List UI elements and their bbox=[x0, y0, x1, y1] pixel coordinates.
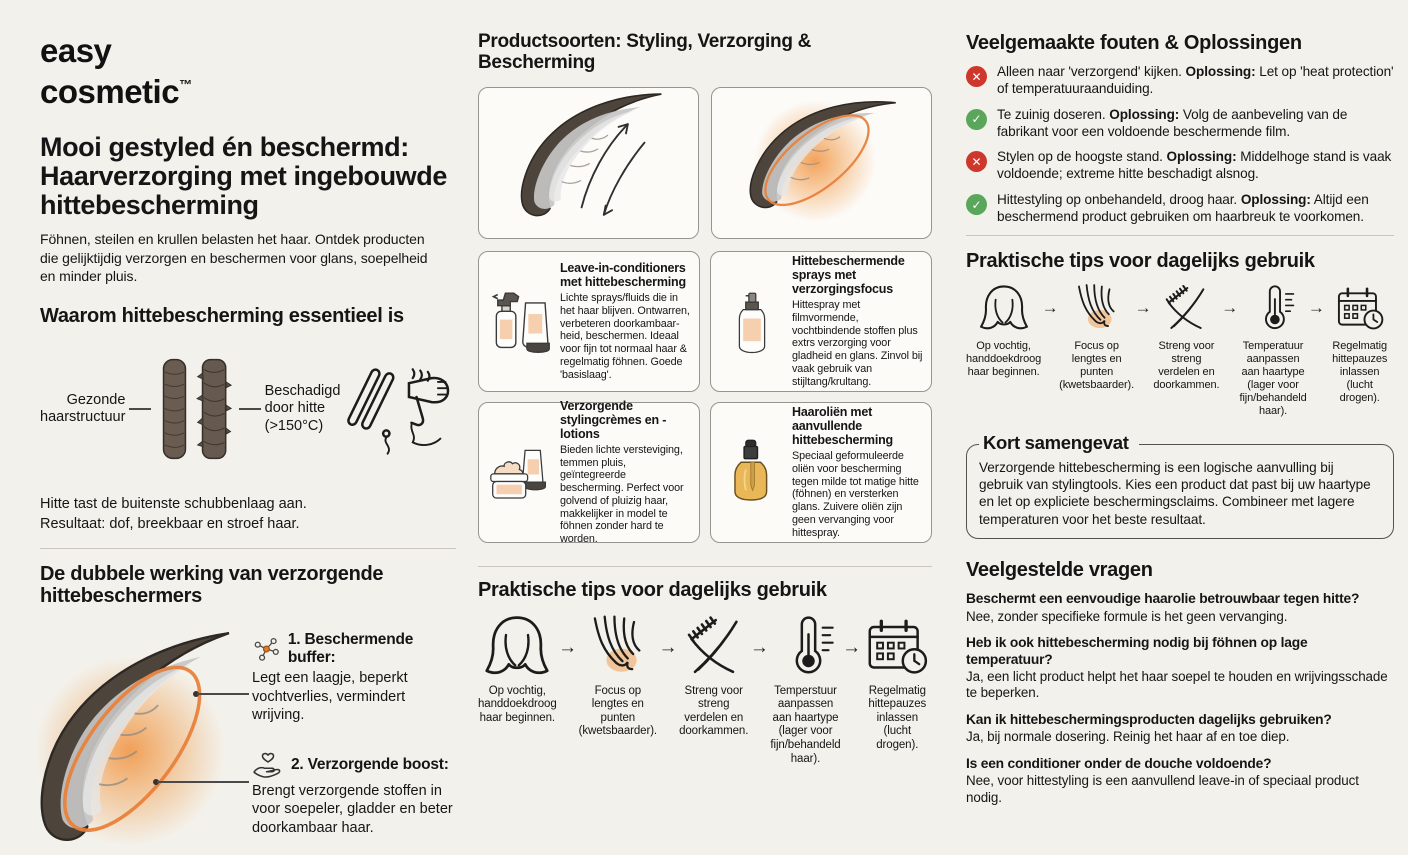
brand-line2: cosmetic bbox=[40, 73, 180, 110]
section-divider bbox=[966, 235, 1394, 236]
styling-illustration-box bbox=[478, 87, 699, 239]
page-title: Mooi gestyled én beschermd: Haarverzorging met ingebouwde hittebescherming bbox=[40, 132, 447, 221]
connector-line bbox=[129, 408, 151, 410]
tip-lengths-ends: Focus op lengtes en punten (kwetsbaarder). bbox=[1059, 282, 1134, 392]
woman-hair-icon bbox=[478, 613, 557, 679]
arrow-right-icon bbox=[557, 637, 579, 659]
boost-title: 2. Verzorgende boost: bbox=[291, 756, 449, 774]
intro-text: Föhnen, steilen en krullen belasten het haar. Ontdek producten die gelijktijdig verzorgen en beschermen voor glans, soepelheid en minder pluis. bbox=[40, 231, 428, 284]
glowing-hair-strand-illustration bbox=[26, 619, 262, 855]
hair-strands-glow-icon bbox=[1059, 282, 1134, 334]
faq-list bbox=[966, 591, 1394, 806]
product-card-styling-cream bbox=[478, 398, 700, 545]
buffer-title: 1. Beschermende buffer: bbox=[287, 631, 414, 667]
dropper-bottle-icon bbox=[719, 434, 785, 510]
product-title: Leave-in-conditioners met hittebescherming bbox=[560, 261, 686, 290]
product-card-leave-in bbox=[478, 251, 700, 392]
faq-heading: Veelgestelde vragen bbox=[966, 559, 1153, 582]
tip-temperature: Temperstuur aanpassen aan haartype (lager voor fijn/behandeld haar). bbox=[770, 613, 840, 766]
summary-heading: Kort samengevat bbox=[979, 432, 1139, 454]
dual-action-heading: De dubbele werking van verzorgende hittebeschermers bbox=[40, 563, 384, 608]
hand-heart-icon bbox=[252, 751, 284, 780]
tip-damp-hair: Op vochtig, handdoekdroog haar beginnen. bbox=[478, 613, 557, 726]
tip-lengths-ends: Focus op lengtes en punten (kwetsbaarder). bbox=[579, 613, 657, 739]
tip-temperature: Temperatuur aanpassen aan haartype (lager voor fijn/behandeld haar). bbox=[1239, 282, 1308, 418]
arrow-right-icon bbox=[1134, 298, 1152, 318]
trademark-symbol: ™ bbox=[179, 77, 193, 92]
thermometer-icon bbox=[770, 613, 840, 679]
boost-item bbox=[252, 751, 458, 838]
protected-strand-illustration bbox=[732, 89, 912, 237]
hair-structure-diagram bbox=[40, 335, 456, 483]
mistakes-heading: Veelgemaakte fouten & Oplossingen bbox=[966, 32, 1302, 54]
tips-heading-middle: Praktische tips voor dagelijks gebruik bbox=[478, 578, 827, 601]
hair-strands-glow-icon bbox=[579, 613, 657, 679]
summary-body: Verzorgende hittebescherming is een logische aanvulling bij gebruik van stylingtools. Kies een product dat past bij uw haartype en let op expliciete beschermingsclaims. Combineer met lagere temperaturen voor het beste resultaat. bbox=[979, 459, 1371, 527]
faq-item: Beschermt een eenvoudige haarolie betrouwbaar tegen hitte? Nee, zonder specifieke formule is het geen vervanging. bbox=[966, 591, 1360, 624]
product-title: Hittebeschermende sprays met verzorgingsfocus bbox=[792, 254, 905, 297]
buffer-item bbox=[252, 631, 458, 725]
product-card-hair-oil bbox=[710, 402, 932, 543]
summary-box bbox=[966, 431, 1394, 540]
hair-bars-illustration bbox=[155, 335, 234, 483]
tips-row-right bbox=[966, 282, 1394, 418]
tip-heat-breaks: Regelmatig hittepauzes inlassen (lucht drogen). bbox=[863, 613, 932, 753]
product-body: Lichte sprays/fluids die in het haar blijven. Ontwarren, verbeteren doorkambaarheid, beschermen. Ideaal voor fijn tot normaal haar & regelmatig föhnen. Goede 'basislaag'. bbox=[560, 292, 690, 381]
molecule-network-icon bbox=[252, 634, 281, 664]
product-body: Hittespray met filmvormende, vochtbindende stoffen plus extrs verzorging voor gladheid en glans. Zinvol bij vaak gebruik van stijltang/krultang. bbox=[792, 299, 923, 388]
mistake-item: ✓ Hittestyling op onbehandeld, droog haar. Oplossing: Altijd een beschermend product gebruiken om haarbreuk te voorkomen. bbox=[966, 192, 1394, 226]
flat-iron-hairdryer-icon bbox=[346, 348, 456, 470]
product-title: Haaroliën met aanvullende hittebescherming bbox=[792, 405, 893, 448]
dual-action-diagram bbox=[40, 615, 456, 853]
heat-result-text: Hitte tast de buitenste schubbenlaag aan. Resultaat: dof, breekbaar en stroef haar. bbox=[40, 496, 307, 532]
left-column bbox=[40, 0, 456, 853]
pump-spray-bottle-icon bbox=[719, 283, 785, 359]
woman-hair-icon bbox=[966, 282, 1041, 334]
check-icon bbox=[966, 109, 987, 130]
comb-brush-icon bbox=[679, 613, 748, 679]
arrow-right-icon bbox=[1041, 298, 1059, 318]
thermometer-icon bbox=[1239, 282, 1308, 334]
callout-line bbox=[197, 693, 249, 695]
mistakes-list bbox=[966, 64, 1394, 226]
mistake-item: ✓ Te zuinig doseren. Oplossing: Volg de aanbeveling van de fabrikant voor een voldoende beschermende film. bbox=[966, 107, 1394, 141]
damaged-hair-label: Beschadigd door hitte (>150°C) bbox=[264, 382, 341, 434]
product-title: Verzorgende stylingcrèmes en -lotions bbox=[560, 398, 667, 441]
brand-line1: easy bbox=[40, 32, 112, 69]
section-divider bbox=[40, 548, 456, 549]
buffer-body: Legt een laagje, beperkt vochtverlies, vermindert wrijving. bbox=[252, 670, 408, 724]
product-body: Speciaal geformuleerde oliën voor bescherming tegen milde tot matige hitte (föhnen) en versterken glans. Zuivere oliën zijn geen vervanging voor hittespray. bbox=[792, 450, 919, 539]
arrow-right-icon bbox=[657, 637, 679, 659]
calendar-clock-icon bbox=[1325, 282, 1394, 334]
faq-item: Is een conditioner onder de douche voldoende? Nee, voor hittestyling is een aanvullend leave-in of speciaal product nodig. bbox=[966, 755, 1359, 805]
hair-strand-arrows-illustration bbox=[489, 89, 689, 237]
arrow-right-icon bbox=[1221, 298, 1239, 318]
section-divider bbox=[478, 566, 932, 567]
error-icon bbox=[966, 151, 987, 172]
mistake-item: ✕ Alleen naar 'verzorgend' kijken. Oplossing: Let op 'heat protection' of temperatuuraanduiding. bbox=[966, 64, 1394, 98]
arrow-right-icon bbox=[1307, 298, 1325, 318]
tips-heading-right: Praktische tips voor dagelijks gebruik bbox=[966, 249, 1315, 272]
why-heading: Waarom hittebescherming essentieel is bbox=[40, 305, 404, 328]
tip-damp-hair: Op vochtig, handdoekdroog haar beginnen. bbox=[966, 282, 1041, 379]
spray-bottle-and-tube-icon bbox=[487, 281, 553, 361]
check-icon bbox=[966, 194, 987, 215]
brand-logo bbox=[40, 34, 456, 109]
products-heading: Productsoorten: Styling, Verzorging & Bescherming bbox=[478, 31, 812, 73]
callout-line bbox=[157, 781, 249, 783]
error-icon bbox=[966, 66, 987, 87]
protection-illustration-box bbox=[711, 87, 932, 239]
tips-row-middle bbox=[478, 613, 932, 766]
product-card-heat-spray bbox=[710, 251, 932, 392]
tip-section-comb: Streng voor streng verdelen en doorkammen. bbox=[679, 613, 748, 739]
faq-item: Kan ik hittebeschermingsproducten dagelijks gebruiken? Ja, bij normale dosering. Reinig het haar af en toe diep. bbox=[966, 711, 1332, 745]
healthy-hair-label: Gezonde haarstructuur bbox=[40, 391, 126, 426]
tip-heat-breaks: Regelmatig hittepauzes inlassen (lucht drogen). bbox=[1325, 282, 1394, 405]
connector-line bbox=[239, 408, 261, 410]
arrow-right-icon bbox=[841, 637, 863, 659]
middle-column bbox=[478, 0, 932, 766]
calendar-clock-icon bbox=[863, 613, 932, 679]
comb-brush-icon bbox=[1152, 282, 1221, 334]
arrow-right-icon bbox=[748, 637, 770, 659]
cream-jar-and-tube-icon bbox=[487, 434, 553, 510]
tip-section-comb: Streng voor streng verdelen en doorkammen. bbox=[1152, 282, 1221, 392]
product-body: Bieden lichte versteviging, temmen pluis, geïntegreerde bescherming. Perfect voor golvend of pluizig haar, makkelijker in model te föhnen zonder hard te worden. bbox=[560, 443, 684, 545]
faq-item: Heb ik ook hittebescherming nodig bij föhnen op lage temperatuur? Ja, een licht product helpt het haar soepel te houden en wrijvingsschade te beperken. bbox=[966, 635, 1388, 701]
mistake-item: ✕ Stylen op de hoogste stand. Oplossing: Middelhoge stand is vaak voldoende; extreme hitte beschadigt alsnog. bbox=[966, 149, 1394, 183]
right-column bbox=[966, 0, 1394, 806]
boost-body: Brengt verzorgende stoffen in voor soepeler, gladder en beter doorkambaar haar. bbox=[252, 782, 453, 836]
